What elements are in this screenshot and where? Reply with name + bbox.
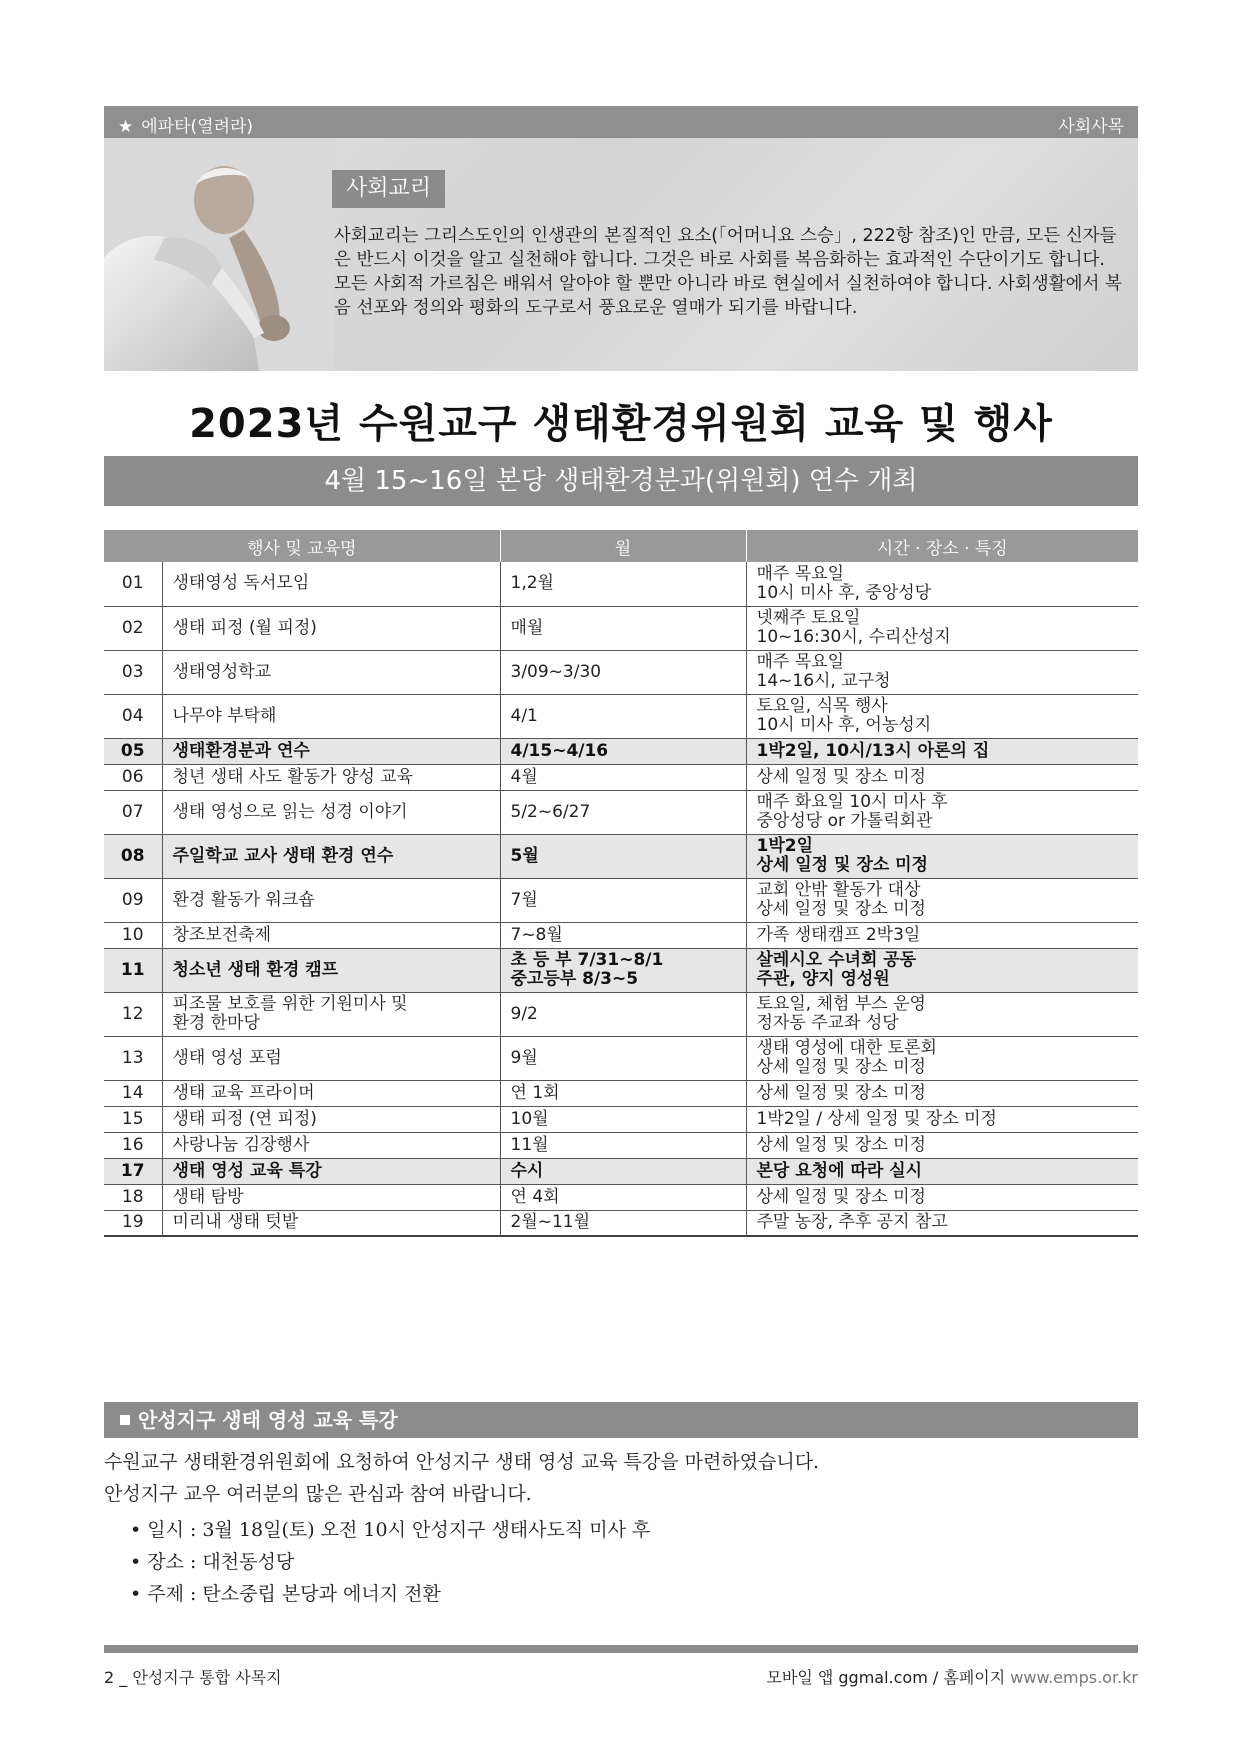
row-detail: 상세 일정 및 장소 미정 — [746, 764, 1138, 790]
row-detail: 넷째주 토요일 10~16:30시, 수리산성지 — [746, 606, 1138, 650]
row-number: 10 — [104, 922, 162, 948]
row-detail: 가족 생태캠프 2박3일 — [746, 922, 1138, 948]
row-detail: 매주 목요일 14~16시, 교구청 — [746, 650, 1138, 694]
row-number: 19 — [104, 1210, 162, 1236]
row-detail: 매주 목요일 10시 미사 후, 중앙성당 — [746, 562, 1138, 606]
row-number: 02 — [104, 606, 162, 650]
row-event-name: 미리내 생태 텃밭 — [162, 1210, 500, 1236]
table-row — [104, 1036, 1138, 1080]
table-row — [104, 562, 1138, 606]
row-event-name: 생태 피정 (연 피정) — [162, 1106, 500, 1132]
row-month: 연 1회 — [500, 1080, 746, 1106]
row-event-name: 청소년 생태 환경 캠프 — [162, 948, 500, 992]
header-event-name: 행사 및 교육명 — [104, 530, 500, 562]
row-event-name: 생태 교육 프라이머 — [162, 1080, 500, 1106]
row-event-name: 청년 생태 사도 활동가 양성 교육 — [162, 764, 500, 790]
row-month: 7월 — [500, 878, 746, 922]
footer-right — [766, 1665, 1138, 1688]
row-number: 05 — [104, 738, 162, 764]
row-event-name: 생태환경분과 연수 — [162, 738, 500, 764]
row-number: 13 — [104, 1036, 162, 1080]
section-bullets — [130, 1514, 650, 1610]
row-month: 초 등 부 7/31~8/1 중고등부 8/3~5 — [500, 948, 746, 992]
row-event-name: 창조보전축제 — [162, 922, 500, 948]
table-row — [104, 1132, 1138, 1158]
praying-figure-photo — [104, 138, 334, 371]
bullet-date: • 일시 : 3월 18일(토) 오전 10시 안성지구 생태사도직 미사 후 — [130, 1519, 651, 1541]
row-month: 수시 — [500, 1158, 746, 1184]
section-name-right: 사회사목 — [1058, 117, 1124, 137]
row-event-name: 주일학교 교사 생태 환경 연수 — [162, 834, 500, 878]
row-detail: 상세 일정 및 장소 미정 — [746, 1184, 1138, 1210]
row-number: 11 — [104, 948, 162, 992]
row-number: 01 — [104, 562, 162, 606]
row-number: 12 — [104, 992, 162, 1036]
row-month: 11월 — [500, 1132, 746, 1158]
intro-tag: 사회교리 — [332, 170, 445, 208]
row-month: 1,2월 — [500, 562, 746, 606]
row-month: 3/09~3/30 — [500, 650, 746, 694]
row-detail: 매주 화요일 10시 미사 후 중앙성당 or 가톨릭회관 — [746, 790, 1138, 834]
row-month: 2월~11월 — [500, 1210, 746, 1236]
page-title: 2023년 수원교구 생태환경위원회 교육 및 행사 — [189, 401, 1053, 447]
row-month: 연 4회 — [500, 1184, 746, 1210]
row-number: 07 — [104, 790, 162, 834]
row-month: 5월 — [500, 834, 746, 878]
table-row — [104, 1080, 1138, 1106]
row-number: 04 — [104, 694, 162, 738]
table-row — [104, 694, 1138, 738]
row-month: 9/2 — [500, 992, 746, 1036]
table-row — [104, 948, 1138, 992]
row-month: 9월 — [500, 1036, 746, 1080]
footer-website[interactable]: www.emps.or.kr — [1010, 1668, 1138, 1687]
bullet-topic: • 주제 : 탄소중립 본당과 에너지 전환 — [130, 1583, 441, 1605]
row-month: 7~8월 — [500, 922, 746, 948]
table-row — [104, 1106, 1138, 1132]
row-detail: 본당 요청에 따라 실시 — [746, 1158, 1138, 1184]
row-month: 4월 — [500, 764, 746, 790]
table-row — [104, 738, 1138, 764]
table-header-row — [104, 530, 1138, 562]
section-line-2: 안성지구 교우 여러분의 많은 관심과 참여 바랍니다. — [104, 1483, 532, 1505]
row-event-name: 생태영성학교 — [162, 650, 500, 694]
table-row — [104, 992, 1138, 1036]
row-event-name: 생태 영성으로 읽는 성경 이야기 — [162, 790, 500, 834]
row-detail: 상세 일정 및 장소 미정 — [746, 1080, 1138, 1106]
table-row — [104, 764, 1138, 790]
row-number: 15 — [104, 1106, 162, 1132]
row-detail: 교회 안밖 활동가 대상 상세 일정 및 장소 미정 — [746, 878, 1138, 922]
table-row — [104, 878, 1138, 922]
row-detail: 주말 농장, 추후 공지 참고 — [746, 1210, 1138, 1236]
row-number: 18 — [104, 1184, 162, 1210]
row-event-name: 사랑나눔 김장행사 — [162, 1132, 500, 1158]
row-number: 14 — [104, 1080, 162, 1106]
table-row — [104, 1184, 1138, 1210]
row-detail: 살레시오 수녀회 공동 주관, 양지 영성원 — [746, 948, 1138, 992]
header-bar — [104, 106, 1138, 138]
row-detail: 1박2일, 10시/13시 아론의 집 — [746, 738, 1138, 764]
table-row — [104, 1158, 1138, 1184]
row-detail: 생태 영성에 대한 토론회 상세 일정 및 장소 미정 — [746, 1036, 1138, 1080]
table-row — [104, 650, 1138, 694]
section-line-1: 수원교구 생태환경위원회에 요청하여 안성지구 생태 영성 교육 특강을 마련하였습니다. — [104, 1451, 820, 1473]
table-row — [104, 834, 1138, 878]
row-month: 5/2~6/27 — [500, 790, 746, 834]
header-detail: 시간 · 장소 · 특징 — [746, 530, 1138, 562]
footer-right-main: 모바일 앱 ggmal.com / 홈페이지 — [766, 1668, 1011, 1687]
section-body — [104, 1446, 1138, 1510]
header-month: 월 — [500, 530, 746, 562]
square-bullet-icon — [120, 1415, 130, 1425]
schedule-table — [104, 530, 1138, 1237]
intro-paragraph-2: 모든 사회적 가르침은 배워서 알아야 할 뿐만 아니라 바로 현실에서 실천하여야 합니다. 사회생활에서 복음 선포와 정의와 평화의 도구로서 풍요로운 열매가 되기를 바랍니다. — [334, 274, 1122, 318]
table-row — [104, 922, 1138, 948]
footer-rule — [104, 1645, 1138, 1653]
row-detail: 토요일, 체험 부스 운영 정자동 주교좌 성당 — [746, 992, 1138, 1036]
intro-text — [334, 224, 1128, 320]
row-event-name: 생태 영성 포럼 — [162, 1036, 500, 1080]
row-detail: 토요일, 식목 행사 10시 미사 후, 어농성지 — [746, 694, 1138, 738]
row-month: 매월 — [500, 606, 746, 650]
table-row — [104, 606, 1138, 650]
footer-left: 2 _ 안성지구 통합 사목지 — [104, 1668, 282, 1687]
table-row — [104, 790, 1138, 834]
bullet-place: • 장소 : 대천동성당 — [130, 1551, 295, 1573]
row-event-name: 피조물 보호를 위한 기원미사 및 환경 한마당 — [162, 992, 500, 1036]
row-number: 16 — [104, 1132, 162, 1158]
row-number: 03 — [104, 650, 162, 694]
section-name-left — [118, 112, 253, 137]
row-number: 17 — [104, 1158, 162, 1184]
row-month: 4/1 — [500, 694, 746, 738]
section-title: 안성지구 생태 영성 교육 특강 — [138, 1408, 398, 1432]
row-month: 4/15~4/16 — [500, 738, 746, 764]
intro-box — [104, 138, 1138, 371]
row-month: 10월 — [500, 1106, 746, 1132]
row-event-name: 생태 피정 (월 피정) — [162, 606, 500, 650]
row-detail: 1박2일 / 상세 일정 및 장소 미정 — [746, 1106, 1138, 1132]
subtitle-bar: 4월 15~16일 본당 생태환경분과(위원회) 연수 개최 — [104, 456, 1138, 506]
row-number: 08 — [104, 834, 162, 878]
row-number: 09 — [104, 878, 162, 922]
row-event-name: 생태 영성 교육 특강 — [162, 1158, 500, 1184]
row-event-name: 생태 탐방 — [162, 1184, 500, 1210]
table-row — [104, 1210, 1138, 1236]
row-event-name: 환경 활동가 워크숍 — [162, 878, 500, 922]
section-bar — [104, 1402, 1138, 1438]
row-event-name: 생태영성 독서모임 — [162, 562, 500, 606]
row-number: 06 — [104, 764, 162, 790]
intro-paragraph-1: 사회교리는 그리스도인의 인생관의 본질적인 요소(「어머니요 스승」, 222항 참조)인 만큼, 모든 신자들은 반드시 이것을 알고 실천해야 합니다. 그것은 바로 사회를 복음화하는 효과적인 수단이기도 합니다. — [334, 226, 1117, 270]
star-icon: ★ — [118, 117, 134, 137]
section-left-label: 에파타(열려라) — [141, 117, 254, 137]
table-body — [104, 562, 1138, 1236]
row-detail: 1박2일 상세 일정 및 장소 미정 — [746, 834, 1138, 878]
row-detail: 상세 일정 및 장소 미정 — [746, 1132, 1138, 1158]
row-event-name: 나무야 부탁해 — [162, 694, 500, 738]
